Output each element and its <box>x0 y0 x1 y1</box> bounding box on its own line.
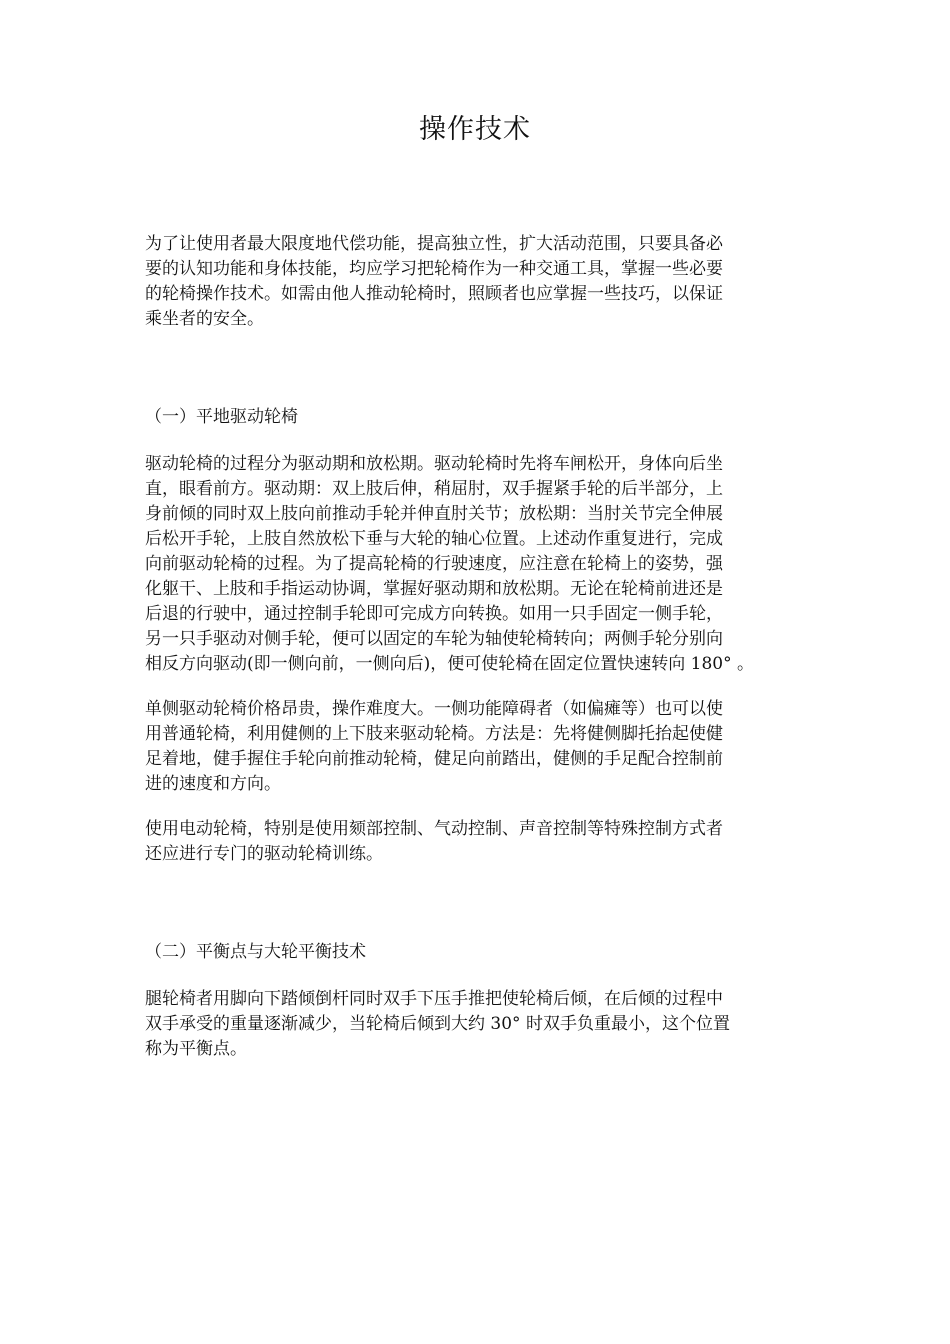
text-line: 进的速度和方向。 <box>145 774 281 794</box>
text-line: 化躯干、上肢和手指运动协调，掌握好驱动期和放松期。无论在轮椅前进还是 <box>145 579 723 599</box>
text-line: 后退的行驶中，通过控制手轮即可完成方向转换。如用一只手固定一侧手轮， <box>145 604 723 624</box>
text-line: 用普通轮椅，利用健侧的上下肢来驱动轮椅。方法是：先将健侧脚托抬起使健 <box>145 724 723 744</box>
text-line: 称为平衡点。 <box>145 1039 247 1059</box>
section-heading-balance-point: （二）平衡点与大轮平衡技术 <box>145 942 366 962</box>
text-line: 相反方向驱动(即一侧向前，一侧向后)，便可使轮椅在固定位置快速转向 180° 。 <box>145 654 755 674</box>
section-heading-flat-ground: （一）平地驱动轮椅 <box>145 407 298 427</box>
text-line: 后松开手轮，上肢自然放松下垂与大轮的轴心位置。上述动作重复进行，完成 <box>145 529 723 549</box>
text-line: 足着地，健手握住手轮向前推动轮椅，健足向前踏出，健侧的手足配合控制前 <box>145 749 723 769</box>
text-line: 向前驱动轮椅的过程。为了提高轮椅的行驶速度，应注意在轮椅上的姿势，强 <box>145 554 723 574</box>
paragraph-single-side-drive <box>145 697 805 797</box>
text-line: 身前倾的同时双上肢向前推动手轮并伸直肘关节；放松期：当肘关节完全伸展 <box>145 504 723 524</box>
text-line: 单侧驱动轮椅价格昂贵，操作难度大。一侧功能障碍者（如偏瘫等）也可以使 <box>145 699 723 719</box>
text-line: 还应进行专门的驱动轮椅训练。 <box>145 844 383 864</box>
page-title: 操作技术 <box>419 114 531 145</box>
paragraph-electric-wheelchair <box>145 817 805 867</box>
text-line: 另一只手驱动对侧手轮，便可以固定的车轮为轴使轮椅转向；两侧手轮分别向 <box>145 629 723 649</box>
text-line: 要的认知功能和身体技能，均应学习把轮椅作为一种交通工具，掌握一些必要 <box>145 259 723 279</box>
text-line: 腿轮椅者用脚向下踏倾倒杆同时双手下压手推把使轮椅后倾，在后倾的过程中 <box>145 989 723 1009</box>
text-line: 乘坐者的安全。 <box>145 309 264 329</box>
paragraph-driving-process <box>145 452 805 677</box>
document-body <box>145 232 805 1062</box>
paragraph-balance-point <box>145 987 805 1062</box>
text-line: 为了让使用者最大限度地代偿功能，提高独立性，扩大活动范围，只要具备必 <box>145 234 723 254</box>
text-line: 使用电动轮椅，特别是使用颏部控制、气动控制、声音控制等特殊控制方式者 <box>145 819 723 839</box>
text-line: 双手承受的重量逐渐减少，当轮椅后倾到大约 30° 时双手负重最小，这个位置 <box>145 1014 730 1034</box>
text-line: 的轮椅操作技术。如需由他人推动轮椅时，照顾者也应掌握一些技巧，以保证 <box>145 284 723 304</box>
intro-paragraph <box>145 232 805 332</box>
text-line: 驱动轮椅的过程分为驱动期和放松期。驱动轮椅时先将车闸松开，身体向后坐 <box>145 454 723 474</box>
text-line: 直，眼看前方。驱动期：双上肢后伸，稍屈肘，双手握紧手轮的后半部分，上 <box>145 479 723 499</box>
